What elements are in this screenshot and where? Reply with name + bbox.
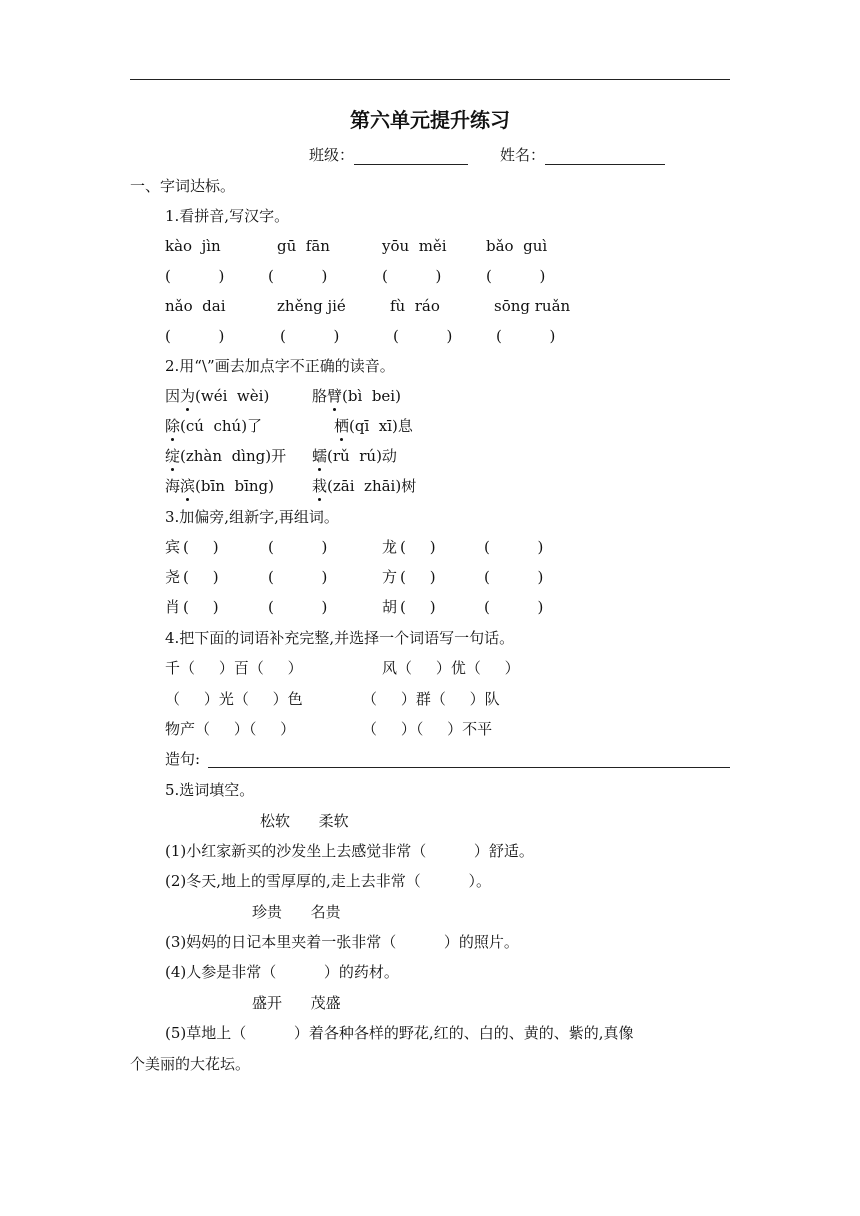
name-label: 姓名： (500, 146, 546, 164)
answer-paren[interactable]: ( ) (484, 568, 544, 586)
dotted-char: 绽 (165, 447, 181, 465)
class-label: 班级： (309, 146, 355, 164)
radical-char: 肖 (165, 598, 181, 616)
dotted-char: 为 (180, 387, 196, 405)
q4-prompt: 4.把下面的词语补充完整,并选择一个词语写一句话。 (165, 629, 515, 647)
q2-prompt: 2.用“\”画去加点字不正确的读音。 (165, 357, 395, 375)
sentence-label: 造句: (165, 750, 201, 768)
pinyin-1: kào jìn (165, 237, 221, 255)
answer-paren[interactable]: ( ) (484, 598, 544, 616)
fill-sentence[interactable]: (4)人参是非常（ ）的药材。 (165, 963, 399, 981)
answer-paren[interactable]: ( ) (165, 327, 225, 345)
reading-item[interactable]: 海滨(bīn bīng) (165, 477, 274, 495)
reading-item[interactable]: 栖(qī xī)息 (334, 417, 413, 435)
idiom-blank[interactable]: （ ）光（ ）色 (165, 690, 303, 708)
answer-paren[interactable]: ( ) (400, 538, 436, 556)
answer-paren[interactable]: ( ) (280, 327, 340, 345)
dotted-char: 臂 (327, 387, 343, 405)
dotted-char: 栽 (312, 477, 328, 495)
reading-item[interactable]: 蠕(rǔ rú)动 (312, 447, 397, 465)
page-title: 第六单元提升练习 (350, 108, 510, 132)
answer-paren[interactable]: ( ) (382, 267, 442, 285)
radical-char: 宾 (165, 538, 181, 556)
fill-sentence[interactable]: (1)小红家新买的沙发坐上去感觉非常（ ）舒适。 (165, 842, 534, 860)
sentence-line[interactable] (208, 767, 730, 768)
answer-paren[interactable]: ( ) (268, 538, 328, 556)
idiom-blank[interactable]: （ ）（ ）不平 (362, 720, 493, 738)
radical-char: 胡 (382, 598, 398, 616)
q3-prompt: 3.加偏旁,组新字,再组词。 (165, 508, 339, 526)
class-field (309, 145, 468, 165)
pinyin-3: yōu měi (382, 237, 447, 255)
pinyin-2: gū fān (277, 237, 330, 255)
idiom-blank[interactable]: 千（ ）百（ ） (165, 659, 303, 677)
name-field (500, 145, 665, 165)
pinyin-7: fù ráo (390, 297, 440, 315)
fill-sentence[interactable]: (3)妈妈的日记本里夹着一张非常（ ）的照片。 (165, 933, 519, 951)
word-choices: 盛开 茂盛 (252, 994, 341, 1012)
answer-paren[interactable]: ( ) (400, 568, 436, 586)
answer-paren[interactable]: ( ) (183, 598, 219, 616)
pinyin-4: bǎo guì (486, 237, 548, 255)
dotted-char: 滨 (180, 477, 196, 495)
answer-paren[interactable]: ( ) (268, 568, 328, 586)
radical-char: 尧 (165, 568, 181, 586)
radical-char: 龙 (382, 538, 398, 556)
answer-paren[interactable]: ( ) (393, 327, 453, 345)
idiom-blank[interactable]: 风（ ）优（ ） (382, 659, 520, 677)
answer-paren[interactable]: ( ) (183, 538, 219, 556)
idiom-blank[interactable]: 物产（ ）（ ） (165, 720, 296, 738)
fill-sentence[interactable]: (5)草地上（ ）着各种各样的野花,红的、白的、黄的、紫的,真像 (165, 1024, 634, 1042)
top-rule (130, 79, 730, 80)
answer-paren[interactable]: ( ) (486, 267, 546, 285)
dotted-char: 除 (165, 417, 181, 435)
class-blank[interactable] (354, 146, 468, 165)
section-heading: 一、字词达标。 (130, 177, 236, 195)
dotted-char: 栖 (334, 417, 350, 435)
answer-paren[interactable]: ( ) (165, 267, 225, 285)
word-choices: 松软 柔软 (260, 812, 349, 830)
pinyin-8: sōng ruǎn (494, 297, 571, 315)
radical-char: 方 (382, 568, 398, 586)
q5-prompt: 5.选词填空。 (165, 781, 255, 799)
reading-item[interactable]: 绽(zhàn dìng)开 (165, 447, 287, 465)
answer-paren[interactable]: ( ) (268, 598, 328, 616)
answer-paren[interactable]: ( ) (183, 568, 219, 586)
fill-sentence[interactable]: (2)冬天,地上的雪厚厚的,走上去非常（ ）。 (165, 872, 491, 890)
pinyin-5: nǎo dai (165, 297, 226, 315)
pinyin-6: zhěng jié (277, 297, 346, 315)
reading-item[interactable]: 胳臂(bì bei) (312, 387, 401, 405)
word-choices: 珍贵 名贵 (252, 903, 341, 921)
answer-paren[interactable]: ( ) (484, 538, 544, 556)
fill-sentence-continued: 个美丽的大花坛。 (130, 1055, 251, 1073)
dotted-char: 蠕 (312, 447, 328, 465)
reading-item[interactable]: 除(cú chú)了 (165, 417, 263, 435)
answer-paren[interactable]: ( ) (268, 267, 328, 285)
idiom-blank[interactable]: （ ）群（ ）队 (362, 690, 500, 708)
reading-item[interactable]: 栽(zāi zhāi)树 (312, 477, 417, 495)
answer-paren[interactable]: ( ) (400, 598, 436, 616)
name-blank[interactable] (545, 146, 665, 165)
q1-prompt: 1.看拼音,写汉字。 (165, 207, 290, 225)
reading-item[interactable]: 因为(wéi wèi) (165, 387, 270, 405)
answer-paren[interactable]: ( ) (496, 327, 556, 345)
